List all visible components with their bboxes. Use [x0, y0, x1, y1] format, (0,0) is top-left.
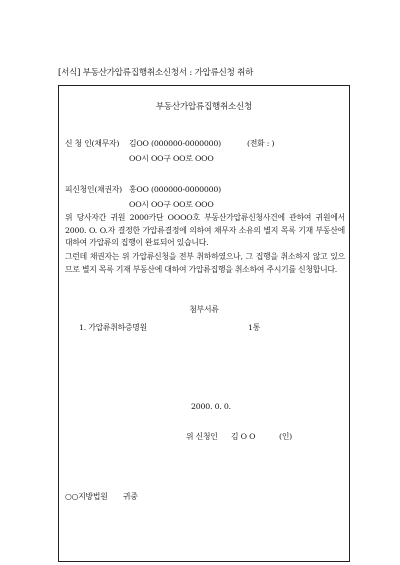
signature-name: 김 O O	[231, 432, 256, 441]
applicant-address: OO시 OO구 OO로 OOO	[129, 154, 214, 163]
body-paragraph-2: 그런데 채권자는 위 가압류신청을 전부 취하하였으나, 그 집행을 취소하지 않고 있으므로 별지 목록 기재 부동산에 대하여 가압류집행을 취소하여 주시기를 신청합니다.	[65, 252, 345, 274]
attachment-count: 1통	[248, 323, 261, 332]
respondent-name: 홍OO (000000-0000000)	[129, 185, 222, 194]
court-name: ○○지방법원	[65, 492, 108, 501]
signature-label: 위 신청인	[186, 432, 218, 441]
seal-mark: (인)	[279, 432, 293, 441]
body-paragraph-1: 위 당사자간 귀원 2000카단 OOOO호 부동산가압류신청사건에 관하여 귀원에서 2000. O. O.자 결정한 가압류결정에 의하여 채무자 소유의 별지 목록 기재 부동산에 대하여 가압류의 집행이 완료되어 있습니다.	[65, 213, 345, 247]
form-caption: [서식] 부동산가압류집행취소신청서 : 가압류신청 취하	[58, 68, 254, 78]
document-title: 부동산가압류집행취소신청	[155, 102, 253, 112]
document-date: 2000. 0. 0.	[191, 402, 231, 411]
attachments-heading: 첨부서류	[189, 305, 219, 314]
applicant-label: 신 청 인(채무자)	[65, 139, 120, 148]
court-suffix: 귀중	[123, 492, 138, 501]
respondent-address: OO시 OO구 OO로 OOO	[129, 200, 214, 209]
applicant-phone: (전화 : )	[247, 139, 275, 148]
attachment-item: 1. 가압류취하증명원	[79, 323, 147, 332]
applicant-name: 김OO (000000-0000000)	[129, 139, 222, 148]
respondent-label: 피신청인(채권자)	[65, 185, 123, 194]
document-frame	[58, 85, 350, 562]
